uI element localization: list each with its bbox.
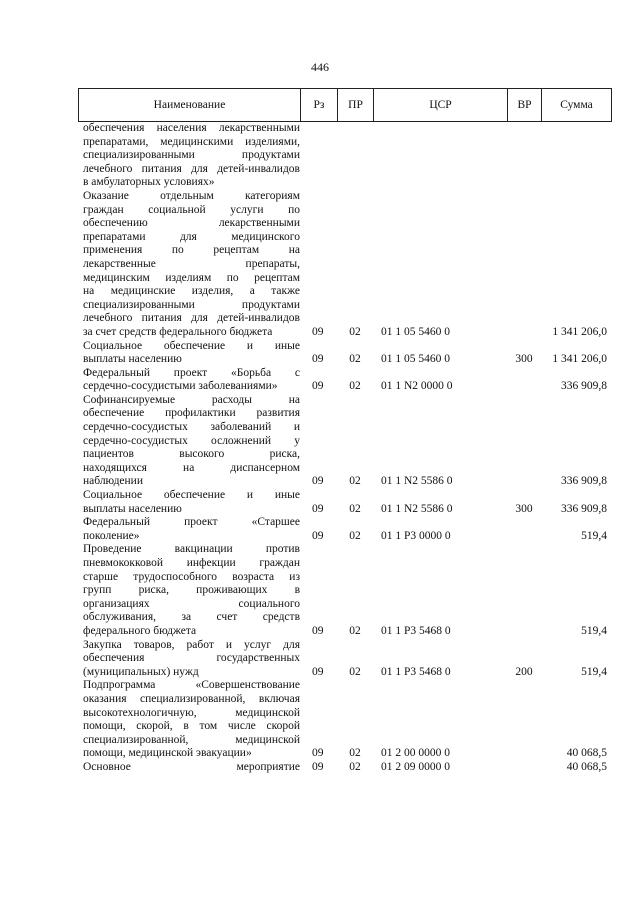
cell-sum: 1 341 206,0 <box>552 353 607 366</box>
table-body <box>78 122 611 775</box>
header-csr: ЦСР <box>374 89 508 122</box>
table-row <box>78 231 611 245</box>
cell-pr: 02 <box>349 760 361 773</box>
cell-sum: 519,4 <box>581 624 607 637</box>
table-row <box>78 516 611 530</box>
cell-pr: 02 <box>349 325 361 338</box>
cell-pr: 02 <box>349 353 361 366</box>
table-row <box>78 435 611 449</box>
cell-rz: 09 <box>312 529 324 542</box>
cell-sum: 40 068,5 <box>566 747 607 760</box>
cell-name: сердечно-сосудистых заболеваний и <box>83 421 300 434</box>
cell-name: обеспечению лекарственными <box>83 217 300 230</box>
table-row <box>78 299 611 313</box>
table-row <box>78 380 611 394</box>
table-row <box>78 679 611 693</box>
table-row <box>78 176 611 190</box>
cell-sum: 336 909,8 <box>561 380 607 393</box>
cell-name: старше трудоспособного возраста из <box>83 570 300 583</box>
table-row <box>78 598 611 612</box>
cell-sum: 1 341 206,0 <box>552 325 607 338</box>
cell-name: применения по рецептам на <box>83 244 300 257</box>
header-name: Наименование <box>79 89 301 122</box>
table-row <box>78 462 611 476</box>
cell-vr: 300 <box>515 353 533 366</box>
cell-name: обеспечение профилактики развития <box>83 407 300 420</box>
cell-name: лечебного питания для детей-инвалидов <box>83 162 300 175</box>
cell-csr: 01 2 09 0000 0 <box>381 760 450 773</box>
cell-name: групп риска, проживающих в <box>83 584 300 597</box>
table-row <box>78 394 611 408</box>
header-pr: ПР <box>338 89 374 122</box>
cell-rz: 09 <box>312 475 324 488</box>
table-row <box>78 503 611 517</box>
cell-name: организациях социального <box>83 597 300 610</box>
cell-name: лекарственные препараты, <box>83 257 300 270</box>
cell-name: федерального бюджета <box>83 624 197 637</box>
cell-name: оказания специализированной, включая <box>83 692 300 705</box>
cell-name: Проведение вакцинации против <box>83 543 300 556</box>
cell-name: Основное мероприятие <box>83 760 300 773</box>
header-rz: Рз <box>301 89 338 122</box>
cell-csr: 01 1 N2 0000 0 <box>381 380 453 393</box>
cell-name: специализированной, медицинской <box>83 733 300 746</box>
cell-name: за счет средств федерального бюджета <box>83 325 273 338</box>
cell-csr: 01 1 N2 5586 0 <box>381 475 453 488</box>
cell-vr: 200 <box>515 665 533 678</box>
table-row <box>78 421 611 435</box>
cell-rz: 09 <box>312 624 324 637</box>
table-row <box>78 489 611 503</box>
table-row <box>78 122 611 136</box>
cell-rz: 09 <box>312 747 324 760</box>
cell-csr: 01 1 05 5460 0 <box>381 325 450 338</box>
table-row <box>78 761 611 775</box>
cell-csr: 01 1 P3 5468 0 <box>381 624 451 637</box>
cell-sum: 336 909,8 <box>561 502 607 515</box>
cell-csr: 01 1 P3 0000 0 <box>381 529 451 542</box>
header-vr: ВР <box>508 89 542 122</box>
table-row <box>78 543 611 557</box>
table-row <box>78 720 611 734</box>
table-row <box>78 625 611 639</box>
table-row <box>78 217 611 231</box>
cell-name: препаратами, медицинскими изделиями, <box>83 135 300 148</box>
page-number: 446 <box>311 60 329 74</box>
cell-name: граждан социальной услуги по <box>83 203 300 216</box>
cell-name: обеспечения населения лекарственными <box>83 122 300 134</box>
table-row <box>78 312 611 326</box>
cell-rz: 09 <box>312 665 324 678</box>
cell-pr: 02 <box>349 665 361 678</box>
table-row <box>78 734 611 748</box>
table-row <box>78 326 611 340</box>
cell-name: наблюдении <box>83 475 143 488</box>
cell-pr: 02 <box>349 475 361 488</box>
table-row <box>78 340 611 354</box>
cell-pr: 02 <box>349 380 361 393</box>
cell-name: на медицинские изделия, а также <box>83 285 300 298</box>
table-row <box>78 747 611 761</box>
cell-rz: 09 <box>312 325 324 338</box>
table-row <box>78 557 611 571</box>
cell-name: сердечно-сосудистыми заболеваниями» <box>83 380 278 393</box>
cell-name: обслуживания, за счет средств <box>83 611 300 624</box>
cell-name: препаратами для медицинского <box>83 230 300 243</box>
table-row <box>78 136 611 150</box>
cell-name: выплаты населению <box>83 353 182 366</box>
cell-name: пневмококковой инфекции граждан <box>83 557 300 569</box>
cell-name: медицинским изделиям по рецептам <box>83 271 300 284</box>
cell-name: Социальное обеспечение и иные <box>83 339 300 352</box>
table-row <box>78 584 611 598</box>
table-row <box>78 258 611 272</box>
table-row <box>78 407 611 421</box>
table-row <box>78 693 611 707</box>
cell-pr: 02 <box>349 502 361 515</box>
cell-name: помощи, скорой, в том числе скорой <box>83 720 300 733</box>
table-row <box>78 639 611 653</box>
table-row <box>78 571 611 585</box>
cell-name: помощи, медицинской эвакуации» <box>83 747 252 760</box>
table-row <box>78 163 611 177</box>
cell-csr: 01 2 00 0000 0 <box>381 747 450 760</box>
cell-sum: 519,4 <box>581 529 607 542</box>
header-sum: Сумма <box>542 89 612 122</box>
table-row <box>78 367 611 381</box>
cell-csr: 01 1 P3 5468 0 <box>381 665 451 678</box>
cell-sum: 336 909,8 <box>561 475 607 488</box>
cell-name: Федеральный проект «Старшее <box>83 516 300 529</box>
table-row <box>78 285 611 299</box>
table-row <box>78 190 611 204</box>
table-row <box>78 475 611 489</box>
cell-name: лечебного питания для детей-инвалидов <box>83 312 300 325</box>
cell-rz: 09 <box>312 353 324 366</box>
cell-name: в амбулаторных условиях» <box>83 176 215 189</box>
cell-name: Федеральный проект «Борьба с <box>83 366 300 379</box>
cell-rz: 09 <box>312 502 324 515</box>
cell-pr: 02 <box>349 747 361 760</box>
cell-name: специализированными продуктами <box>83 149 300 162</box>
cell-name: Подпрограмма «Совершенствование <box>83 679 300 692</box>
table-row <box>78 448 611 462</box>
table-row <box>78 666 611 680</box>
cell-name: Софинансируемые расходы на <box>83 393 300 406</box>
cell-name: поколение» <box>83 529 140 542</box>
cell-name: пациентов высокого риска, <box>83 448 300 461</box>
cell-sum: 519,4 <box>581 665 607 678</box>
cell-vr: 300 <box>515 502 533 515</box>
cell-sum: 40 068,5 <box>566 760 607 773</box>
cell-name: высокотехнологичную, медицинской <box>83 706 300 719</box>
cell-name: выплаты населению <box>83 502 182 515</box>
table-row <box>78 611 611 625</box>
table-row <box>78 149 611 163</box>
table-row <box>78 272 611 286</box>
table-row <box>78 353 611 367</box>
cell-csr: 01 1 N2 5586 0 <box>381 502 453 515</box>
cell-name: Социальное обеспечение и иные <box>83 489 300 502</box>
cell-name: (муниципальных) нужд <box>83 665 199 678</box>
cell-csr: 01 1 05 5460 0 <box>381 353 450 366</box>
cell-name: Закупка товаров, работ и услуг для <box>83 638 300 651</box>
table-row <box>78 652 611 666</box>
cell-pr: 02 <box>349 624 361 637</box>
cell-name: сердечно-сосудистых осложнений у <box>83 434 300 447</box>
table-header <box>78 88 612 122</box>
table-row <box>78 707 611 721</box>
table-row <box>78 204 611 218</box>
cell-name: Оказание отдельным категориям <box>83 189 300 202</box>
cell-name: специализированными продуктами <box>83 298 300 311</box>
cell-pr: 02 <box>349 529 361 542</box>
cell-rz: 09 <box>312 380 324 393</box>
table-row <box>78 530 611 544</box>
cell-name: обеспечения государственных <box>83 652 300 665</box>
table-row <box>78 244 611 258</box>
cell-rz: 09 <box>312 760 324 773</box>
cell-name: находящихся на диспансерном <box>83 461 300 474</box>
